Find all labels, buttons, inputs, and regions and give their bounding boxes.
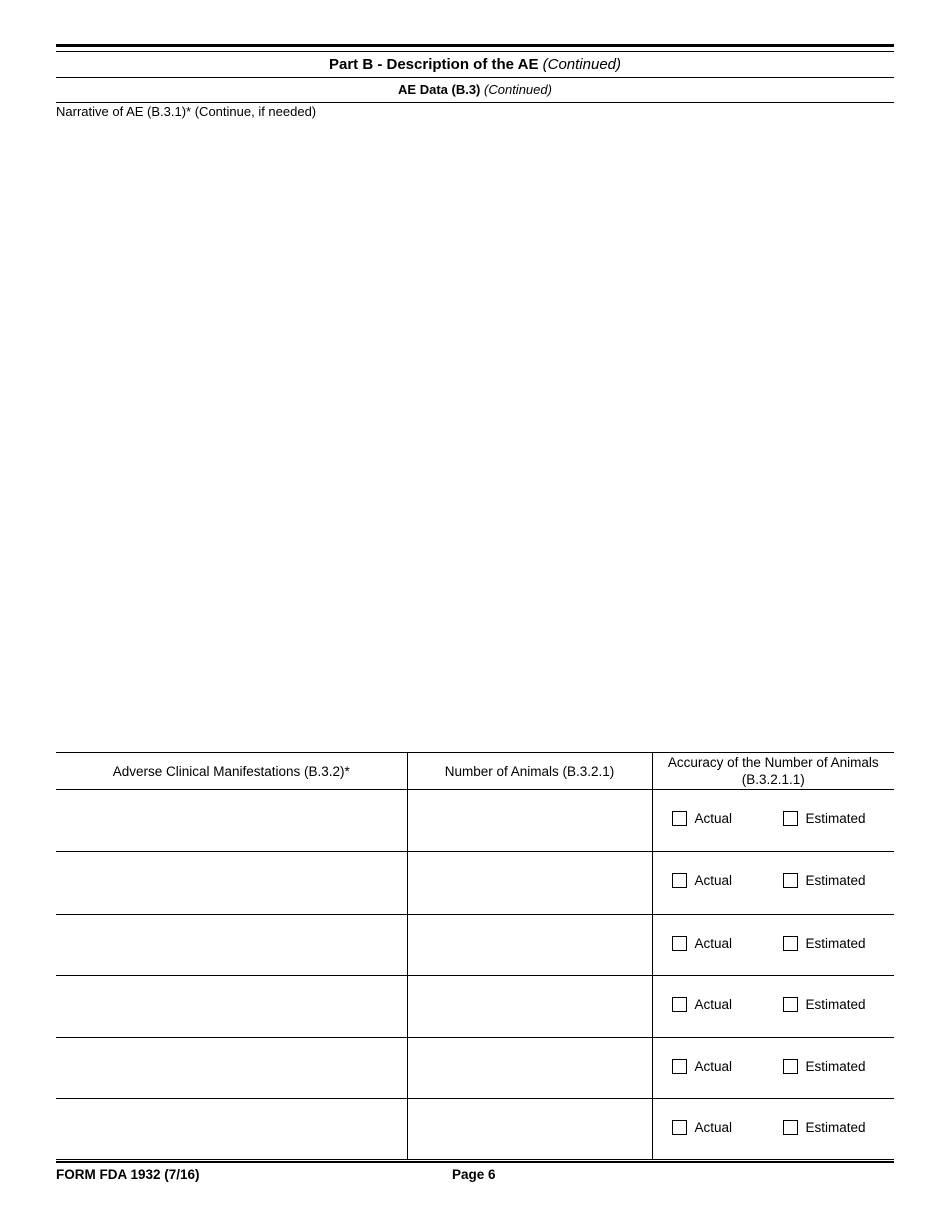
accuracy-cell bbox=[652, 976, 894, 1038]
actual-option[interactable] bbox=[672, 811, 733, 826]
actual-checkbox[interactable] bbox=[672, 1120, 687, 1135]
estimated-label: Estimated bbox=[805, 811, 866, 826]
accuracy-cell bbox=[652, 1038, 894, 1099]
actual-label: Actual bbox=[694, 1120, 733, 1135]
table-row bbox=[56, 852, 894, 915]
manifestation-field[interactable] bbox=[56, 915, 407, 976]
part-title bbox=[56, 55, 894, 75]
table-row bbox=[56, 1099, 894, 1160]
estimated-label: Estimated bbox=[805, 1120, 866, 1135]
estimated-option[interactable] bbox=[783, 873, 866, 888]
number-of-animals-field[interactable] bbox=[407, 1099, 652, 1160]
part-title-suffix: (Continued) bbox=[542, 56, 622, 73]
narrative-text-area[interactable] bbox=[56, 122, 894, 742]
estimated-checkbox[interactable] bbox=[783, 873, 798, 888]
estimated-checkbox[interactable] bbox=[783, 1059, 798, 1074]
estimated-option[interactable] bbox=[783, 1059, 866, 1074]
manifestation-field[interactable] bbox=[56, 976, 407, 1038]
actual-checkbox[interactable] bbox=[672, 811, 687, 826]
estimated-label: Estimated bbox=[805, 873, 866, 888]
estimated-checkbox[interactable] bbox=[783, 1120, 798, 1135]
actual-option[interactable] bbox=[672, 1059, 733, 1074]
form-id: FORM FDA 1932 (7/16) bbox=[56, 1167, 200, 1182]
column-header-accuracy: Accuracy of the Number of Animals (B.3.2.1.1) bbox=[652, 753, 894, 790]
clinical-manifestations-table bbox=[56, 752, 894, 1160]
accuracy-cell bbox=[652, 852, 894, 915]
number-of-animals-field[interactable] bbox=[407, 1038, 652, 1099]
actual-option[interactable] bbox=[672, 873, 733, 888]
accuracy-cell bbox=[652, 790, 894, 852]
table-header-row bbox=[56, 753, 894, 790]
column-header-number-of-animals: Number of Animals (B.3.2.1) bbox=[407, 753, 652, 790]
estimated-option[interactable] bbox=[783, 936, 866, 951]
estimated-label: Estimated bbox=[805, 1059, 866, 1074]
number-of-animals-field[interactable] bbox=[407, 790, 652, 852]
estimated-checkbox[interactable] bbox=[783, 811, 798, 826]
estimated-label: Estimated bbox=[805, 997, 866, 1012]
actual-checkbox[interactable] bbox=[672, 873, 687, 888]
table-row bbox=[56, 976, 894, 1038]
divider bbox=[56, 102, 894, 103]
estimated-option[interactable] bbox=[783, 997, 866, 1012]
actual-option[interactable] bbox=[672, 997, 733, 1012]
estimated-option[interactable] bbox=[783, 811, 866, 826]
footer-rule bbox=[56, 1161, 894, 1163]
page-number: Page 6 bbox=[452, 1167, 496, 1182]
manifestation-field[interactable] bbox=[56, 1099, 407, 1160]
actual-checkbox[interactable] bbox=[672, 936, 687, 951]
estimated-option[interactable] bbox=[783, 1120, 866, 1135]
actual-option[interactable] bbox=[672, 936, 733, 951]
table-row bbox=[56, 915, 894, 976]
section-title-text: AE Data (B.3) bbox=[398, 82, 481, 97]
table-row bbox=[56, 1038, 894, 1099]
actual-label: Actual bbox=[694, 936, 733, 951]
actual-label: Actual bbox=[694, 997, 733, 1012]
number-of-animals-field[interactable] bbox=[407, 852, 652, 915]
actual-label: Actual bbox=[694, 1059, 733, 1074]
manifestation-field[interactable] bbox=[56, 790, 407, 852]
estimated-label: Estimated bbox=[805, 936, 866, 951]
number-of-animals-field[interactable] bbox=[407, 915, 652, 976]
actual-checkbox[interactable] bbox=[672, 997, 687, 1012]
manifestation-field[interactable] bbox=[56, 1038, 407, 1099]
actual-checkbox[interactable] bbox=[672, 1059, 687, 1074]
actual-label: Actual bbox=[694, 873, 733, 888]
actual-option[interactable] bbox=[672, 1120, 733, 1135]
estimated-checkbox[interactable] bbox=[783, 936, 798, 951]
number-of-animals-field[interactable] bbox=[407, 976, 652, 1038]
part-title-text: Part B - Description of the AE bbox=[328, 56, 539, 73]
section-title-suffix: (Continued) bbox=[484, 82, 552, 97]
table-row bbox=[56, 790, 894, 852]
top-rule-thin bbox=[56, 51, 894, 52]
column-header-manifestations: Adverse Clinical Manifestations (B.3.2)* bbox=[56, 753, 407, 790]
manifestation-field[interactable] bbox=[56, 852, 407, 915]
accuracy-cell bbox=[652, 915, 894, 976]
narrative-label: Narrative of AE (B.3.1)* (Continue, if needed) bbox=[56, 104, 317, 119]
actual-label: Actual bbox=[694, 811, 733, 826]
accuracy-cell bbox=[652, 1099, 894, 1160]
estimated-checkbox[interactable] bbox=[783, 997, 798, 1012]
top-rule-thick bbox=[56, 44, 894, 47]
divider bbox=[56, 77, 894, 78]
section-title bbox=[56, 81, 894, 98]
